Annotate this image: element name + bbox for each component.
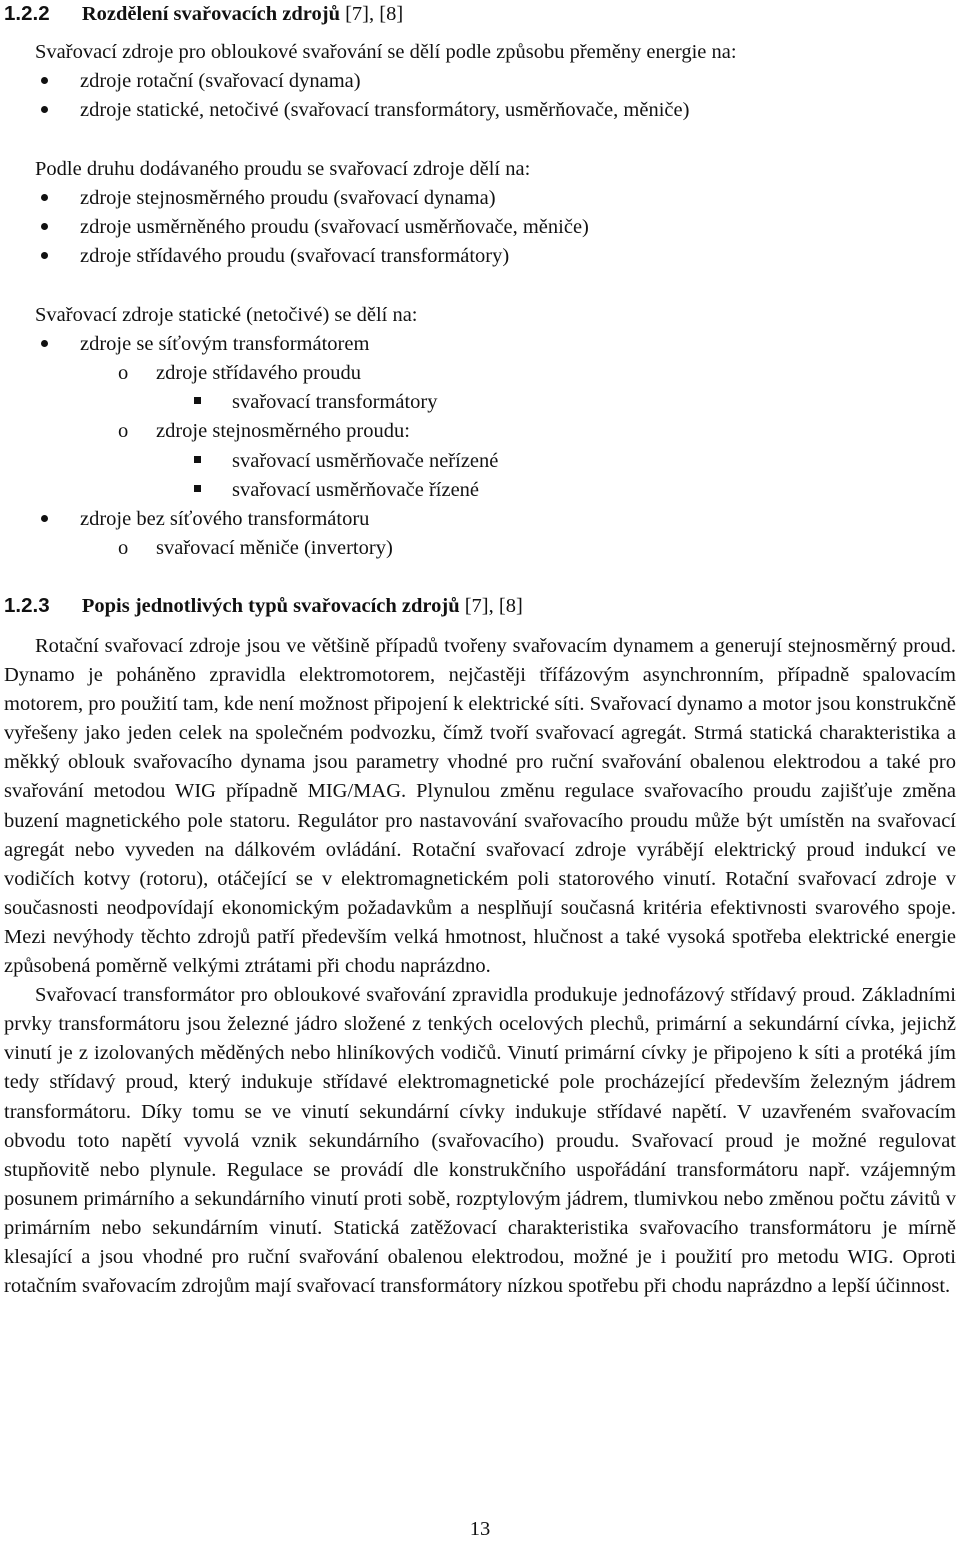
bullet-dot-icon bbox=[41, 77, 48, 84]
sub-sub-list-item: svařovací usměrňovače neřízené bbox=[232, 450, 499, 472]
sub-list-item: zdroje střídavého proudu bbox=[156, 362, 361, 384]
page-number: 13 bbox=[469, 1518, 491, 1540]
sub-bullet-marker: o bbox=[118, 420, 129, 442]
paragraph: Rotační svařovací zdroje jsou ve většině případů tvořeny svařovacím dynamem a generují stejnosměrný proud. Dynamo je poháněno zpravidla elektromotorem, nejčastěji třífázovým asynchronním, případně spalovacím motorem, pro použití tam, kde není možnost připojení k elektrické síti. Svařovací dynamo a motor jsou konstrukčně vyřešeny jako jeden celek na společném podvozku, čímž tvoří svařovací agregát. Strmá statická charakteristika a měkký oblouk svařovacího dynama jsou parametry vhodné pro ruční svařování obalenou elektrodou a také pro svařování metodou WIG případně MIG/MAG. Plynulou změnu regulace svařovacího proudu zajišťuje změna buzení magnetického pole statoru. Regulátor pro nastavování svařovacího proudu může být umístěn na svařovací agregát nebo vyveden na dálkovém ovládání. Rotační svařovací zdroje vyrábějí elektrický proud indukcí ve vodičích kotvy (rotoru), otáčející se v elektromagnetickém poli statorového vinutí. Rotační svařovací zdroje v současnosti neodpovídají ekonomickým požadavkům a nesplňují současná kritéria efektivnosti svarového spoje. Mezi nevýhody těchto zdrojů patří především velká hmotnost, hlučnost a také vysoká spotřeba elektrické energie způsobená poměrně velkými ztrátami při chodu naprázdno. bbox=[4, 635, 956, 978]
list-item: zdroje statické, netočivé (svařovací transformátory, usměrňovače, měniče) bbox=[80, 99, 690, 121]
sub-list-item: zdroje stejnosměrného proudu: bbox=[156, 420, 410, 442]
section-title: Popis jednotlivých typů svařovacích zdrojů bbox=[81, 595, 460, 617]
sub-bullet-marker: o bbox=[118, 362, 129, 384]
section-heading-1-2-2 bbox=[4, 2, 403, 26]
sub-sub-list-item: svařovací usměrňovače řízené bbox=[232, 479, 480, 501]
section-refs: [7], [8] bbox=[339, 3, 404, 25]
block3-intro: Svařovací zdroje statické (netočivé) se dělí na: bbox=[35, 304, 418, 326]
block2-intro: Podle druhu dodávaného proudu se svařovací zdroje dělí na: bbox=[35, 158, 531, 180]
bullet-dot-icon bbox=[41, 340, 48, 347]
bullet-dot-icon bbox=[41, 223, 48, 230]
list-item: zdroje bez síťového transformátoru bbox=[80, 508, 370, 530]
square-bullet-icon bbox=[194, 485, 201, 492]
section-refs: [7], [8] bbox=[459, 595, 523, 617]
sub-bullet-marker: o bbox=[118, 537, 129, 559]
list-item: zdroje usměrněného proudu (svařovací usměrňovače, měniče) bbox=[80, 216, 589, 238]
square-bullet-icon bbox=[194, 397, 201, 404]
list-item: zdroje se síťovým transformátorem bbox=[80, 333, 370, 355]
paragraph: Svařovací transformátor pro obloukové svařování zpravidla produkuje jednofázový střídavý proud. Základními prvky transformátoru jsou železné jádro složené z tenkých ocelových plechů, primární a sekundární cívka, jejichž vinutí je z izolovaných měděných nebo hliníkových vodičů. Vinutí primární cívky je připojeno k síti a protéká jím tedy střídavý proud, který indukuje střídavé elektromagnetické pole procházející především železným jádrem transformátoru. Díky tomu se ve vinutí sekundární cívky indukuje střídavé napětí. V uzavřeném svařovacím obvodu toto napětí vyvolá vznik sekundárního (svařovacího) proudu. Svařovací proud je možné regulovat stupňovitě nebo plynule. Regulace se provádí dle konstrukčního uspořádání transformátoru např. vzájemným posunem primárního a sekundárního vinutí proti sobě, rozptylovým jádrem, tlumivkou nebo změnou počtu závitů v primárním nebo sekundárním vinutí. Statická zatěžovací charakteristika svařovacího transformátoru je mírně klesající a jsou vhodné pro ruční svařování obalenou elektrodou, možné je i použití pro metodu WIG. Oproti rotačním svařovacím zdrojům mají svařovací transformátory nízkou spotřebu při chodu naprázdno a lepší účinnost. bbox=[4, 984, 956, 1298]
section-number: 1.2.2 bbox=[4, 2, 50, 25]
list-item: zdroje rotační (svařovací dynama) bbox=[80, 70, 361, 92]
body-text bbox=[4, 632, 956, 1301]
section-number: 1.2.3 bbox=[4, 594, 50, 617]
list-item: zdroje střídavého proudu (svařovací transformátory) bbox=[80, 245, 510, 267]
sub-sub-list-item: svařovací transformátory bbox=[232, 391, 438, 413]
bullet-dot-icon bbox=[41, 194, 48, 201]
bullet-dot-icon bbox=[41, 106, 48, 113]
bullet-dot-icon bbox=[41, 515, 48, 522]
square-bullet-icon bbox=[194, 456, 201, 463]
bullet-dot-icon bbox=[41, 252, 48, 259]
section-heading-1-2-3 bbox=[4, 594, 523, 618]
section-title: Rozdělení svařovacích zdrojů bbox=[81, 3, 340, 25]
block1-intro: Svařovací zdroje pro obloukové svařování se dělí podle způsobu přeměny energie na: bbox=[35, 41, 737, 63]
list-item: zdroje stejnosměrného proudu (svařovací dynama) bbox=[80, 187, 496, 209]
sub-list-item: svařovací měniče (invertory) bbox=[156, 537, 393, 559]
